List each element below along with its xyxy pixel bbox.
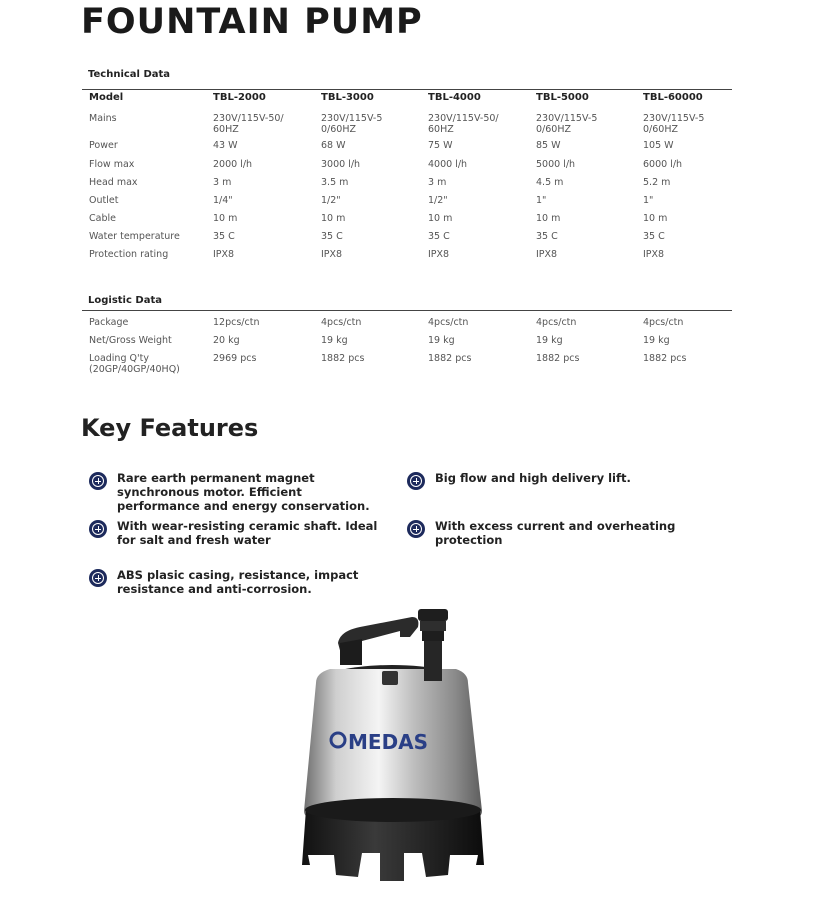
table-cell: 10 m — [213, 213, 238, 224]
table-cell: 68 W — [321, 140, 346, 151]
table-cell: 1" — [643, 195, 654, 206]
table-cell: 10 m — [321, 213, 346, 224]
table-cell: 230V/115V-50/60HZ — [536, 113, 598, 135]
table-row — [82, 140, 732, 159]
table-cell: 19 kg — [428, 335, 455, 346]
plus-circle-icon — [89, 472, 107, 490]
table-cell: 5000 l/h — [536, 159, 576, 170]
pump-base-rim — [305, 798, 481, 822]
feature-text: With excess current and overheating protection — [435, 519, 676, 547]
table-cell: 35 C — [428, 231, 450, 242]
plus-circle-icon — [89, 569, 107, 587]
header-cell: TBL-5000 — [536, 92, 589, 103]
technical-data-label: Technical Data — [88, 69, 171, 80]
table-cell: 1/2" — [428, 195, 448, 206]
logistic-data-label: Logistic Data — [88, 295, 162, 306]
table-cell: 1/4" — [213, 195, 233, 206]
table-row — [82, 108, 732, 140]
feature-text: Big flow and high delivery lift. — [435, 471, 631, 485]
logistic-data-table — [82, 317, 732, 379]
table-row — [82, 177, 732, 195]
table-cell: 4.5 m — [536, 177, 564, 188]
feature-item — [89, 519, 379, 547]
pump-outlet — [418, 609, 448, 621]
table-cell: 10 m — [536, 213, 561, 224]
header-cell: TBL-60000 — [643, 92, 703, 103]
row-label: Mains — [89, 113, 117, 124]
key-features-title: Key Features — [81, 414, 259, 442]
table-cell: 35 C — [643, 231, 665, 242]
table-cell: 3 m — [213, 177, 232, 188]
table-row — [82, 231, 732, 249]
table-cell: 4pcs/ctn — [428, 317, 469, 328]
feature-item — [89, 568, 399, 596]
table-cell: 1882 pcs — [536, 353, 580, 364]
table-cell: 3 m — [428, 177, 447, 188]
row-label: Protection rating — [89, 249, 169, 260]
brand-name: MEDAS — [348, 730, 429, 754]
table-cell: IPX8 — [428, 249, 450, 260]
table-cell: 12pcs/ctn — [213, 317, 260, 328]
table-cell: 1" — [536, 195, 547, 206]
table-cell: 43 W — [213, 140, 238, 151]
header-cell: TBL-3000 — [321, 92, 374, 103]
table-cell: IPX8 — [643, 249, 665, 260]
pump-image — [300, 603, 490, 908]
feature-item — [89, 471, 379, 513]
table-cell: 10 m — [428, 213, 453, 224]
table-cell: 20 kg — [213, 335, 240, 346]
table-cell: 35 C — [321, 231, 343, 242]
table-cell: 85 W — [536, 140, 561, 151]
table-cell: 1882 pcs — [643, 353, 687, 364]
row-label: Flow max — [89, 159, 135, 170]
table-cell: 4pcs/ctn — [536, 317, 577, 328]
feature-item — [407, 471, 727, 490]
header-cell: Model — [89, 92, 124, 103]
row-label: Water temperature — [89, 231, 180, 242]
table-cell: 4pcs/ctn — [643, 317, 684, 328]
table-header-row — [82, 92, 732, 108]
pump-switch — [382, 671, 398, 685]
table-cell: 19 kg — [643, 335, 670, 346]
table-row — [82, 159, 732, 177]
feature-text: Rare earth permanent magnet synchronous motor. Efficient performance and energy conservation. — [117, 471, 370, 513]
table-cell: 6000 l/h — [643, 159, 683, 170]
table-cell: IPX8 — [213, 249, 235, 260]
plus-circle-icon — [89, 520, 107, 538]
row-label: Package — [89, 317, 129, 328]
table-row — [82, 213, 732, 231]
table-cell: 230V/115V-50/60HZ — [321, 113, 383, 135]
table-cell: 35 C — [536, 231, 558, 242]
logistic-data-rule — [82, 310, 732, 311]
table-cell: 19 kg — [536, 335, 563, 346]
table-row — [82, 317, 732, 335]
table-cell: 3000 l/h — [321, 159, 361, 170]
table-cell: 230V/115V-50/60HZ — [213, 113, 284, 135]
feature-item — [407, 519, 737, 547]
table-cell: 5.2 m — [643, 177, 671, 188]
table-cell: 19 kg — [321, 335, 348, 346]
table-cell: 105 W — [643, 140, 674, 151]
table-row — [82, 249, 732, 267]
row-label: Cable — [89, 213, 116, 224]
table-cell: IPX8 — [536, 249, 558, 260]
table-row — [82, 335, 732, 353]
table-cell: 4pcs/ctn — [321, 317, 362, 328]
table-cell: 1/2" — [321, 195, 341, 206]
row-label: Head max — [89, 177, 138, 188]
header-cell: TBL-4000 — [428, 92, 481, 103]
technical-data-table — [82, 92, 732, 267]
row-label: Power — [89, 140, 118, 151]
table-row — [82, 195, 732, 213]
table-cell: IPX8 — [321, 249, 343, 260]
table-cell: 230V/115V-50/60HZ — [643, 113, 705, 135]
table-row — [82, 353, 732, 379]
table-cell: 4000 l/h — [428, 159, 468, 170]
feature-text: With wear-resisting ceramic shaft. Ideal for salt and fresh water — [117, 519, 378, 547]
plus-circle-icon — [407, 520, 425, 538]
feature-text: ABS plasic casing, resistance, impact resistance and anti-corrosion. — [117, 568, 359, 596]
table-cell: 3.5 m — [321, 177, 349, 188]
technical-data-rule — [82, 89, 732, 90]
row-label: Loading Q'ty (20GP/40GP/40HQ) — [89, 353, 180, 375]
table-cell: 75 W — [428, 140, 453, 151]
table-cell: 2000 l/h — [213, 159, 253, 170]
table-cell: 1882 pcs — [321, 353, 365, 364]
plus-circle-icon — [407, 472, 425, 490]
table-cell: 35 C — [213, 231, 235, 242]
header-cell: TBL-2000 — [213, 92, 266, 103]
table-cell: 10 m — [643, 213, 668, 224]
table-cell: 2969 pcs — [213, 353, 257, 364]
table-cell: 1882 pcs — [428, 353, 472, 364]
row-label: Outlet — [89, 195, 119, 206]
page-title: FOUNTAIN PUMP — [81, 2, 423, 42]
row-label: Net/Gross Weight — [89, 335, 172, 346]
table-cell: 230V/115V-50/60HZ — [428, 113, 499, 135]
